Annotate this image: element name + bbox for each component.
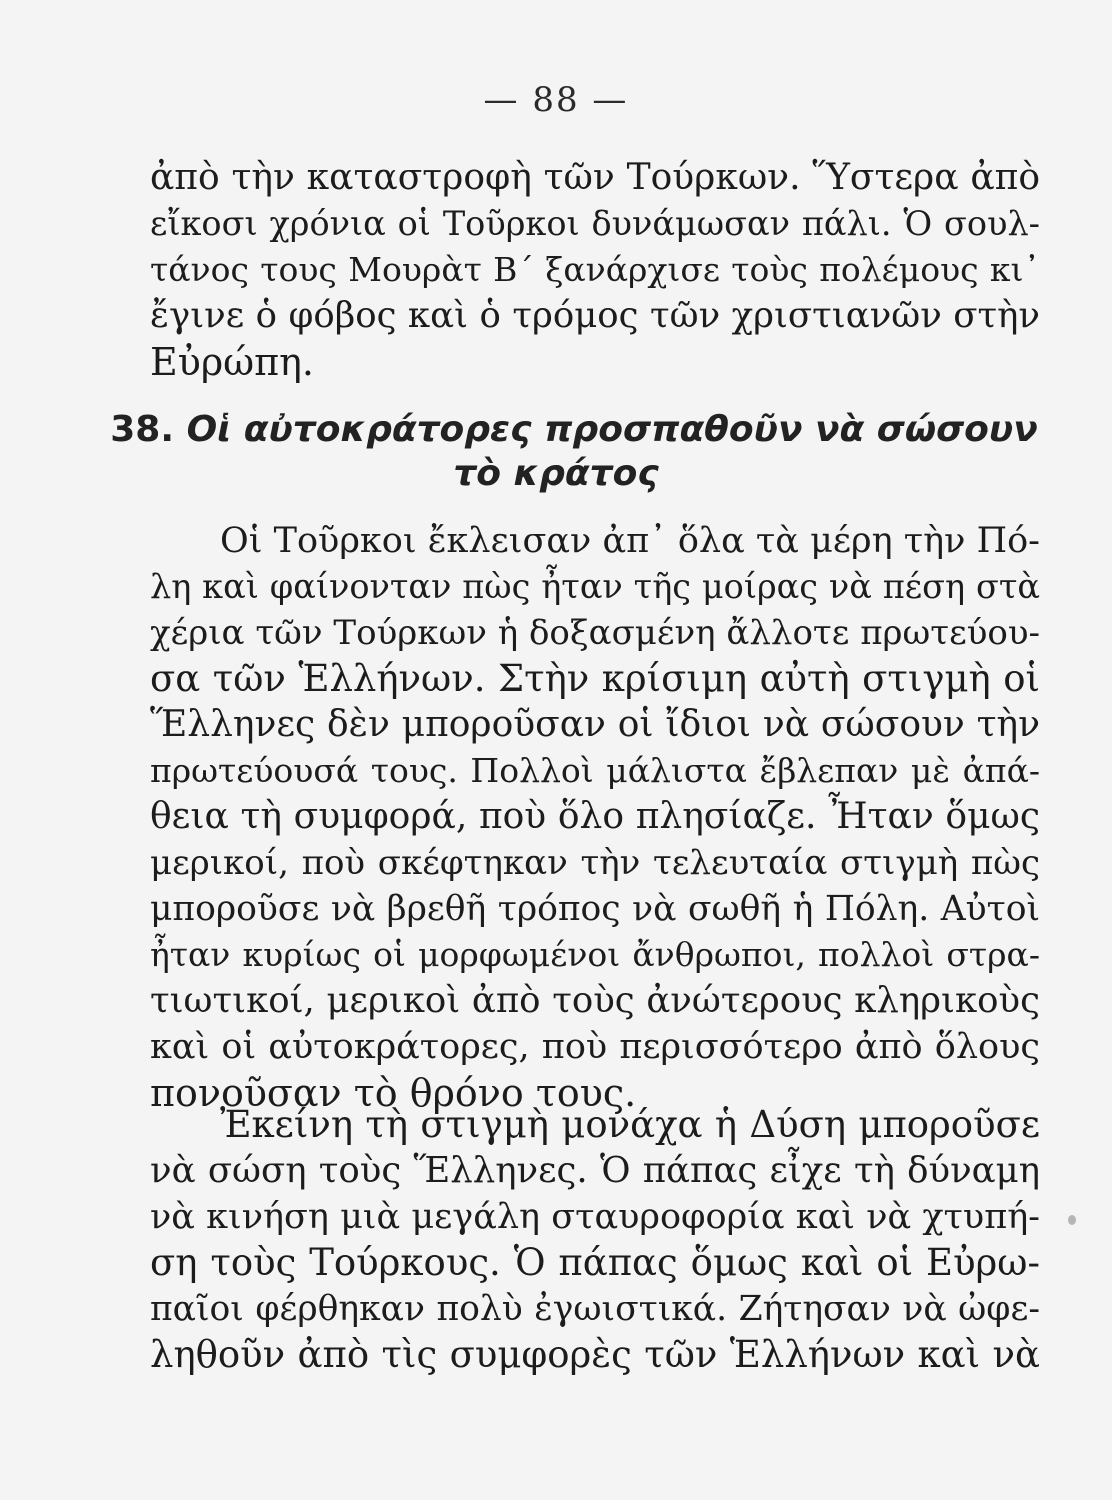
heading-line-1	[0, 408, 1112, 452]
text-line: Ἕλληνες δὲν μποροῦσαν οἱ ἴδιοι νὰ σώσουν τὴν	[150, 704, 1040, 745]
text-line: παῖοι φέρθηκαν πολὺ ἐγωιστικά. Ζήτησαν νὰ ὠφε-	[150, 1289, 1040, 1329]
text-line: τιωτικοί, μερικοὶ ἀπὸ τοὺς ἀνώτερους κληρικοὺς	[150, 980, 1040, 1021]
text-line: νὰ σώση τοὺς Ἕλληνες. Ὁ πάπας εἶχε τὴ δύναμη	[150, 1150, 1040, 1191]
section-heading	[0, 408, 1112, 496]
text-line: μερικοί, ποὺ σκέφτηκαν τὴν τελευταία στιγμὴ πὼς	[150, 843, 1040, 883]
text-line: χέρια τῶν Τούρκων ἡ δοξασμένη ἄλλοτε πρωτεύου-	[150, 613, 1040, 653]
text-line: σα τῶν Ἑλλήνων. Στὴν κρίσιμη αὐτὴ στιγμὴ οἱ	[150, 657, 1040, 700]
text-line: ση τοὺς Τούρκους. Ὁ πάπας ὅμως καὶ οἱ Εὐρω-	[150, 1241, 1040, 1284]
text-line: Εὐρώπη.	[150, 340, 314, 384]
text-line: ἀπὸ τὴν καταστροφὴ τῶν Τούρκων. Ὕστερα ἀπὸ	[150, 157, 1040, 198]
text-line: τάνος τους Μουρὰτ Β΄ ξανάρχισε τοὺς πολέμους κι᾿	[150, 250, 1040, 289]
text-line: θεια τὴ συμφορά, ποὺ ὅλο πλησίαζε. Ἦταν ὅμως	[150, 796, 1040, 837]
page-number: — 88 —	[483, 80, 629, 120]
text-line: νὰ κινήση μιὰ μεγάλη σταυροφορία καὶ νὰ χτυπή-	[150, 1197, 1040, 1237]
text-line: εἴκοσι χρόνια οἱ Τοῦρκοι δυνάμωσαν πάλι. Ὁ σουλ-	[150, 204, 1040, 243]
text-line: πονοῦσαν τὸ θρόνο τους.	[150, 1071, 637, 1115]
paragraph-1	[150, 155, 1040, 385]
text-line: ἔγινε ὁ φόβος καὶ ὁ τρόμος τῶν χριστιανῶν στὴν	[150, 295, 1040, 336]
text-line: μποροῦσε νὰ βρεθῆ τρόπος νὰ σωθῆ ἡ Πόλη. Αὐτοὶ	[150, 889, 1040, 929]
section-title-part-2: τὸ κράτος	[453, 453, 659, 494]
text-line: ἦταν κυρίως οἱ μορφωμένοι ἄνθρωποι, πολλοὶ στρα-	[150, 935, 1040, 974]
text-line: καὶ οἱ αὐτοκράτορες, ποὺ περισσότερο ἀπὸ ὅλους	[150, 1027, 1040, 1067]
text-line: ληθοῦν ἀπὸ τὶς συμφορὲς τῶν Ἑλλήνων καὶ νὰ	[150, 1333, 1040, 1376]
section-title-part-1: Οἱ αὐτοκράτορες προσπαθοῦν νὰ σώσουν	[186, 409, 1038, 450]
text-line: Ἐκείνη τὴ στιγμὴ μονάχα ἡ Δύση μποροῦσε	[220, 1103, 1040, 1146]
text-line: Οἱ Τοῦρκοι ἔκλεισαν ἀπ᾿ ὅλα τὰ μέρη τὴν Πό-	[220, 521, 1040, 561]
paragraph-3	[150, 1102, 1040, 1378]
paragraph-2	[150, 518, 1040, 1116]
text-line: πρωτεύουσά τους. Πολλοὶ μάλιστα ἔβλεπαν μὲ ἀπά-	[150, 751, 1040, 790]
ink-blot	[1068, 1215, 1076, 1225]
section-number: 38.	[110, 409, 175, 450]
text-line: λη καὶ φαίνονταν πὼς ἦταν τῆς μοίρας νὰ πέση στὰ	[150, 567, 1040, 606]
